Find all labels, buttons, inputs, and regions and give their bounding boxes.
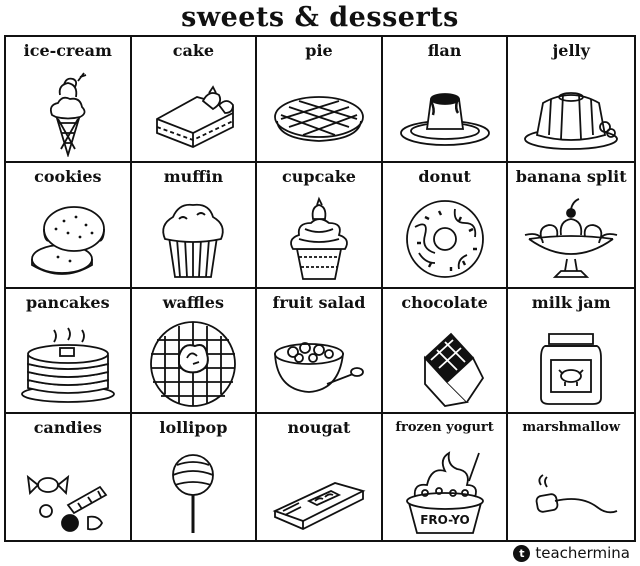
- cell-chocolate: [383, 289, 509, 415]
- cell-lollipop: [132, 414, 258, 540]
- cell-marshmallow: [508, 414, 634, 540]
- banana-split-icon: [521, 193, 621, 283]
- item-label: muffin: [163, 166, 224, 186]
- item-label: nougat: [287, 418, 351, 438]
- cell-muffin: [132, 163, 258, 289]
- item-label: chocolate: [401, 292, 488, 312]
- cell-frozen-yogurt: [383, 414, 509, 540]
- page-title: sweets & desserts: [181, 2, 459, 33]
- cake-icon: [143, 67, 243, 157]
- froyo-label: FRO-YO: [419, 513, 470, 528]
- candies-icon: [18, 445, 118, 535]
- item-label: flan: [427, 41, 462, 60]
- cell-donut: [383, 163, 509, 289]
- item-label: fruit salad: [272, 292, 366, 312]
- item-label: candies: [33, 418, 102, 438]
- waffles-icon: [143, 318, 243, 408]
- item-label: frozen yogurt: [395, 420, 494, 436]
- item-label: pie: [305, 41, 333, 60]
- frozen-yogurt-icon: [395, 445, 495, 535]
- cell-nougat: [257, 414, 383, 540]
- chocolate-icon: [395, 318, 495, 408]
- pancakes-icon: [18, 318, 118, 408]
- fruit-salad-icon: [269, 318, 369, 408]
- marshmallow-icon: [521, 445, 621, 535]
- lollipop-icon: [143, 445, 243, 535]
- item-label: marshmallow: [522, 420, 621, 436]
- ice-cream-icon: [18, 67, 118, 157]
- donut-icon: [395, 193, 495, 283]
- cell-waffles: [132, 289, 258, 415]
- cell-pie: [257, 37, 383, 163]
- cell-jelly: [508, 37, 634, 163]
- cell-ice-cream: [6, 37, 132, 163]
- pie-icon: [269, 67, 369, 157]
- cell-banana-split: [508, 163, 634, 289]
- item-label: waffles: [162, 292, 224, 312]
- brand-footer: [513, 544, 630, 562]
- brand-name: teachermina: [535, 544, 630, 562]
- cell-cupcake: [257, 163, 383, 289]
- flan-icon: [395, 67, 495, 157]
- teachermina-logo-icon: t: [513, 545, 530, 562]
- cell-milk-jam: [508, 289, 634, 415]
- item-label: cookies: [34, 166, 102, 186]
- item-label: pancakes: [26, 292, 110, 312]
- title-band: [0, 0, 640, 35]
- cookies-icon: [18, 193, 118, 283]
- cell-candies: [6, 414, 132, 540]
- item-label: ice-cream: [23, 41, 112, 60]
- item-label: lollipop: [159, 418, 228, 438]
- cell-cookies: [6, 163, 132, 289]
- item-label: banana split: [515, 166, 627, 186]
- cell-fruit-salad: [257, 289, 383, 415]
- item-label: milk jam: [531, 292, 611, 312]
- item-label: cupcake: [282, 166, 356, 186]
- nougat-icon: [269, 445, 369, 535]
- dessert-grid: [4, 35, 636, 542]
- cell-flan: [383, 37, 509, 163]
- item-label: cake: [172, 41, 215, 60]
- item-label: donut: [418, 166, 471, 186]
- muffin-icon: [143, 193, 243, 283]
- milk-jam-icon: [521, 318, 621, 408]
- cupcake-icon: [269, 193, 369, 283]
- item-label: jelly: [552, 41, 590, 60]
- cell-cake: [132, 37, 258, 163]
- cell-pancakes: [6, 289, 132, 415]
- jelly-icon: [521, 67, 621, 157]
